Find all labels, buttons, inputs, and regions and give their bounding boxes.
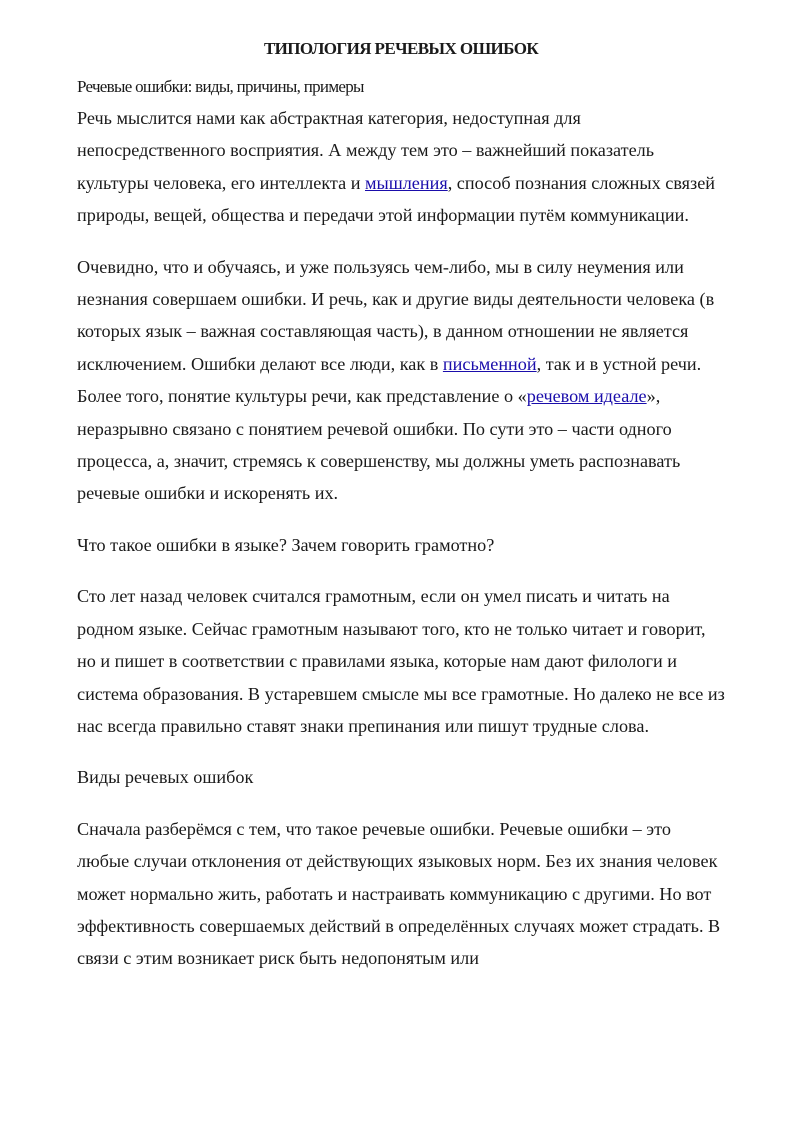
document-title: ТИПОЛОГИЯ РЕЧЕВЫХ ОШИБОК	[263, 39, 539, 58]
paragraph-text: Речь мыслится нами как абстрактная категория, недоступная для непосредственного восприятия. А между тем это – важнейший показатель культуры человека, его интеллекта и	[77, 108, 655, 193]
section-heading-types: Виды речевых ошибок	[77, 767, 254, 788]
document-subtitle: Речевые ошибки: виды, причины, примеры	[77, 77, 364, 96]
link-written-speech[interactable]: письменной	[442, 353, 537, 374]
paragraph-text: , так и в устной речи. Более того, понятие культуры речи, как представление о «	[77, 353, 702, 407]
paragraph-errors	[77, 251, 725, 510]
link-thinking[interactable]: мышления	[364, 172, 448, 193]
paragraph-text: , способ познания сложных связей природы, вещей, общества и передачи этой информации путём коммуникации.	[77, 172, 716, 226]
link-speech-ideal[interactable]: речевом идеале	[526, 386, 647, 407]
document-page	[77, 36, 725, 994]
paragraph-intro	[77, 102, 725, 232]
section-heading-what-are-errors: Что такое ошибки в языке? Зачем говорить грамотно?	[77, 534, 495, 555]
paragraph-definition: Сначала разберёмся с тем, что такое речевые ошибки. Речевые ошибки – это любые случаи отклонения от действующих языковых норм. Без их знания человек может нормально жить, работать и настраивать коммуникацию с другими. Но вот эффективность совершаемых действий в определённых случаях может страдать. В связи с этим возникает риск быть недопонятым или	[77, 818, 721, 969]
paragraph-literacy: Сто лет назад человек считался грамотным, если он умел писать и читать на родном языке. Сейчас грамотным называют того, кто не только читает и говорит, но и пишет в соответствии с правилами языка, которые нам дают филологи и система образования. В устаревшем смысле мы все грамотные. Но далеко не все из нас всегда правильно ставят знаки препинания или пишут трудные слова.	[77, 586, 725, 736]
paragraph-text: », неразрывно связано с понятием речевой ошибки. По сути это – части одного процесса, а, значит, стремясь к совершенству, мы должны уметь распознавать речевые ошибки и искоренять их.	[77, 386, 681, 504]
paragraph-text: Очевидно, что и обучаясь, и уже пользуясь чем-либо, мы в силу неумения или незнания совершаем ошибки. И речь, как и другие виды деятельности человека (в которых язык – важная составляющая часть), в данном отношении не является исключением. Ошибки делают все люди, как в	[77, 256, 715, 374]
